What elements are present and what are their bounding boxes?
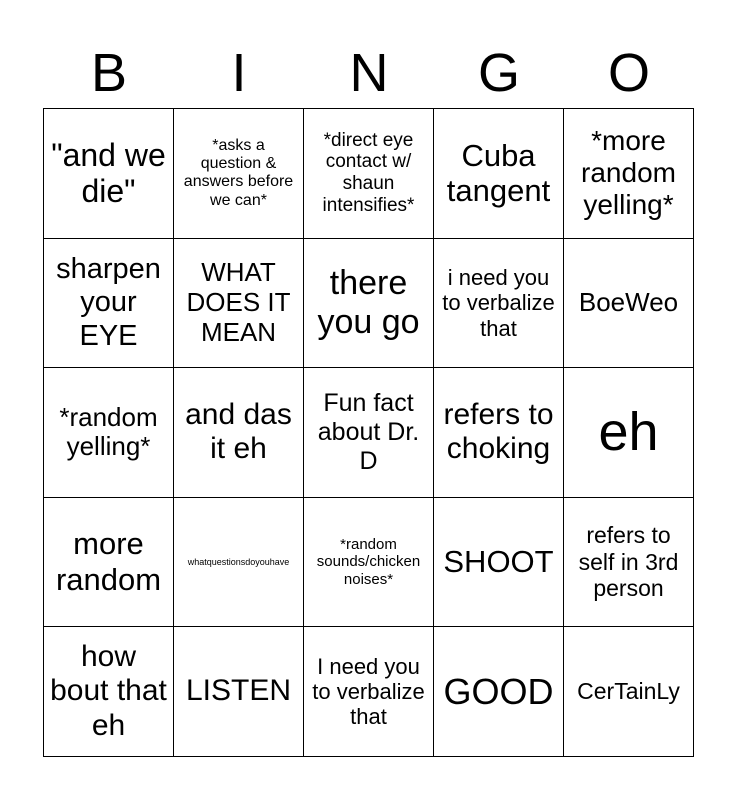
bingo-cell-r1-c1[interactable] bbox=[44, 109, 174, 239]
bingo-cell-r3-c1[interactable] bbox=[44, 368, 174, 498]
bingo-cell-r1-c3[interactable] bbox=[304, 109, 434, 239]
bingo-cell-r5-c5[interactable] bbox=[564, 627, 694, 757]
bingo-grid bbox=[43, 108, 694, 757]
cell-text: *asks a question & answers before we can* bbox=[183, 136, 294, 209]
cell-text: *more random yelling* bbox=[581, 125, 676, 221]
bingo-cell-r4-c5[interactable] bbox=[564, 498, 694, 628]
cell-text: SHOOT bbox=[443, 544, 554, 580]
bingo-cell-r1-c4[interactable] bbox=[434, 109, 564, 239]
cell-text: GOOD bbox=[443, 670, 554, 712]
cell-text: there you go bbox=[317, 263, 420, 341]
cell-text: *random sounds/chicken noises* bbox=[316, 536, 421, 588]
cell-text: Fun fact about Dr. D bbox=[317, 389, 420, 475]
bingo-cell-r2-c3[interactable] bbox=[304, 239, 434, 369]
cell-text: refers to choking bbox=[443, 397, 554, 466]
bingo-cell-r5-c2[interactable] bbox=[174, 627, 304, 757]
cell-text: BoeWeo bbox=[578, 286, 679, 317]
bingo-cell-r2-c2[interactable] bbox=[174, 239, 304, 369]
cell-text: "and we die" bbox=[51, 136, 166, 210]
bingo-cell-r5-c1[interactable] bbox=[44, 627, 174, 757]
header-letter-i: I bbox=[231, 43, 247, 103]
header-letter-n: N bbox=[349, 43, 389, 103]
bingo-cell-r1-c2[interactable] bbox=[174, 109, 304, 239]
bingo-cell-r2-c5[interactable] bbox=[564, 239, 694, 369]
bingo-cell-r3-c4[interactable] bbox=[434, 368, 564, 498]
bingo-cell-r5-c3[interactable] bbox=[304, 627, 434, 757]
cell-text: sharpen your EYE bbox=[56, 252, 161, 352]
cell-text: more random bbox=[55, 526, 162, 598]
header-letter-b: B bbox=[90, 43, 128, 103]
cell-text: I need you to verbalize that bbox=[312, 653, 425, 730]
cell-text: *random yelling* bbox=[59, 401, 158, 462]
bingo-cell-r4-c1[interactable] bbox=[44, 498, 174, 628]
cell-text: Cuba tangent bbox=[446, 137, 551, 209]
header-letter-o: O bbox=[607, 43, 650, 103]
bingo-cell-r1-c5[interactable] bbox=[564, 109, 694, 239]
bingo-cell-r2-c4[interactable] bbox=[434, 239, 564, 369]
bingo-cell-r3-c2[interactable] bbox=[174, 368, 304, 498]
bingo-cell-r4-c3[interactable] bbox=[304, 498, 434, 628]
cell-text: eh bbox=[598, 402, 659, 463]
cell-text: LISTEN bbox=[185, 674, 292, 708]
bingo-header bbox=[44, 38, 694, 108]
bingo-cell-r3-c5[interactable] bbox=[564, 368, 694, 498]
bingo-cell-r4-c4[interactable] bbox=[434, 498, 564, 628]
cell-text: how bout that eh bbox=[50, 639, 167, 742]
cell-text: i need you to verbalize that bbox=[442, 264, 555, 341]
cell-text: refers to self in 3rd person bbox=[578, 522, 679, 602]
bingo-cell-r3-c3[interactable] bbox=[304, 368, 434, 498]
bingo-cell-r4-c2[interactable] bbox=[174, 498, 304, 628]
bingo-cell-r5-c4[interactable] bbox=[434, 627, 564, 757]
cell-text: *direct eye contact w/ shaun intensifies* bbox=[322, 129, 415, 217]
cell-text: CerTainLy bbox=[577, 678, 680, 705]
header-letter-g: G bbox=[477, 43, 520, 103]
cell-text: and das it eh bbox=[185, 397, 292, 466]
bingo-cell-r2-c1[interactable] bbox=[44, 239, 174, 369]
cell-text: whatquestionsdoyouhave bbox=[187, 556, 290, 567]
cell-text: WHAT DOES IT MEAN bbox=[186, 257, 291, 347]
